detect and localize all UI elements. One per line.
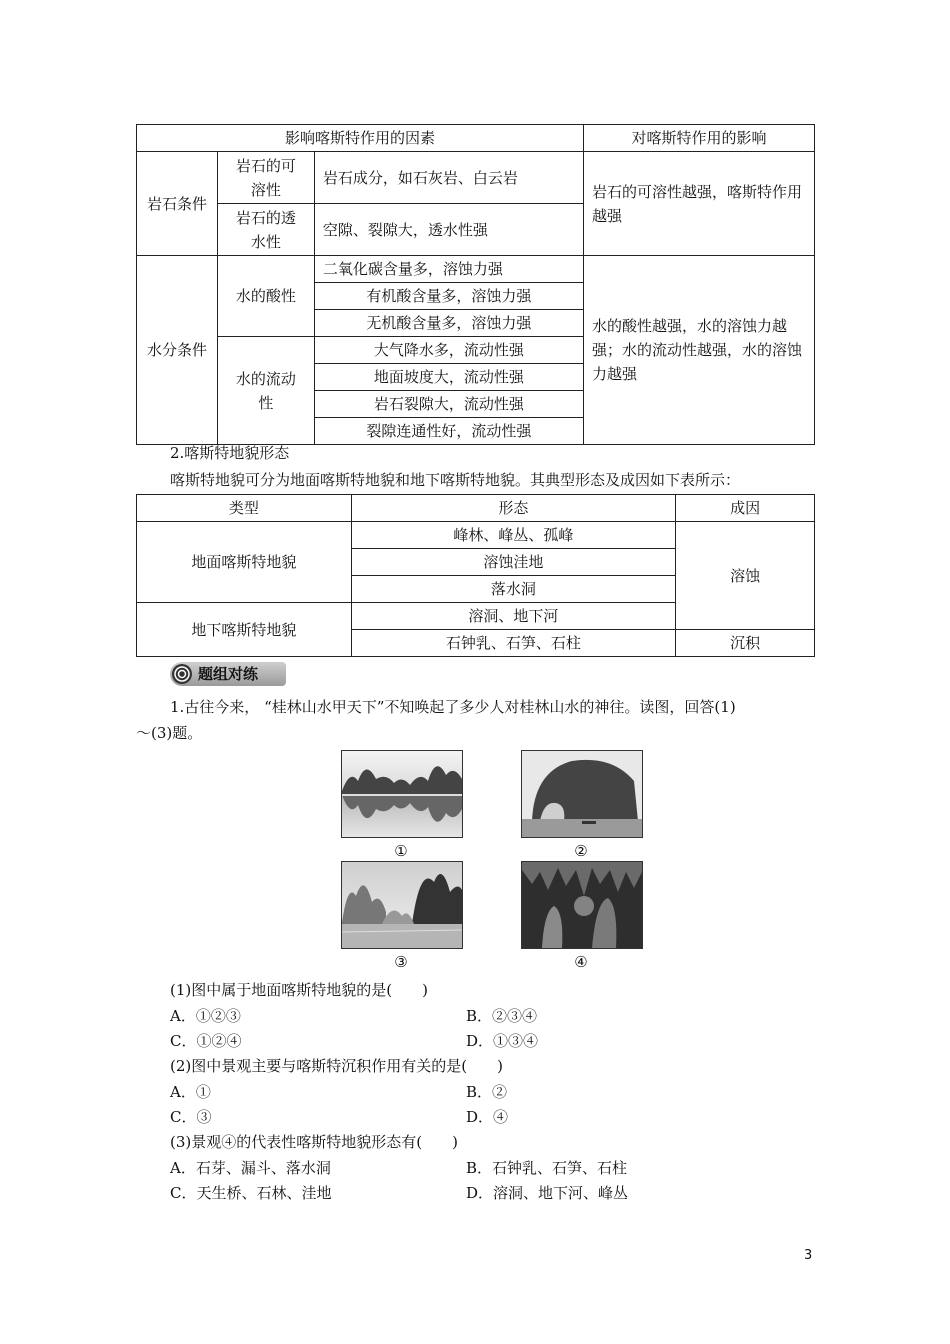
sub3-option-b[interactable]: B．石钟乳、石笋、石柱 [466,1159,628,1177]
flow-detail-2: 地面坡度大，流动性强 [314,364,583,391]
table2-header-cause: 成因 [676,495,815,522]
sub3-option-c[interactable]: C．天生桥、石林、洼地 [170,1184,332,1202]
water-acidity-label: 水的酸性 [217,256,314,337]
water-effect-cell [584,256,815,445]
caption-3: ③ [394,953,408,971]
water-flow-label: 水的流动性 [235,369,296,412]
sub3-option-a[interactable]: A．石芽、漏斗、落水洞 [170,1159,331,1177]
target-icon [171,663,193,685]
sub1-stem: (1)图中属于地面喀斯特地貌的是( ) [170,981,428,999]
surface-form-3: 落水洞 [351,576,676,603]
photo-3-drawing [342,862,462,948]
rock-condition-cell [137,152,218,256]
practice-badge [170,662,286,686]
sub2-stem: (2)图中景观主要与喀斯特沉积作用有关的是( ) [170,1057,503,1075]
section2-intro: 喀斯特地貌可分为地面喀斯特地貌和地下喀斯特地貌。其典型形态及成因如下表所示： [170,471,741,489]
surface-karst-type: 地面喀斯特地貌 [137,522,352,603]
rock-permeability-label: 岩石的透水性 [235,208,296,251]
surface-form-1: 峰林、峰丛、孤峰 [351,522,676,549]
rock-effect-cell [584,152,815,256]
sub2-option-d[interactable]: D．④ [466,1108,509,1126]
rock-effect-text: 岩石的可溶性越强，喀斯特作用越强 [592,182,803,225]
q1-stem-line2: ～(3)题。 [136,724,203,742]
acidity-detail-2: 有机酸含量多，溶蚀力强 [314,283,583,310]
sub1-option-a[interactable]: A．①②③ [170,1007,241,1025]
caption-2: ② [574,842,588,860]
rock-solubility-detail: 岩石成分，如石灰岩、白云岩 [314,152,583,204]
sub2-option-c[interactable]: C．③ [170,1108,212,1126]
water-effect-text: 水的酸性越强，水的溶蚀力越强；水的流动性越强，水的溶蚀力越强 [592,317,803,383]
karst-factors-table [136,124,815,445]
rock-permeability-detail: 空隙、裂隙大，透水性强 [314,204,583,256]
rock-permeability-cell [217,204,314,256]
table1-header-effect: 对喀斯特作用的影响 [584,125,815,152]
underground-karst-type: 地下喀斯特地貌 [137,603,352,657]
rock-solubility-label: 岩石的可溶性 [235,156,296,199]
photo-4-cave [521,861,643,949]
photo-2-drawing [522,751,642,837]
sub3-option-d[interactable]: D．溶洞、地下河、峰丛 [466,1184,629,1202]
rock-condition-label: 岩石条件 [146,194,207,213]
water-condition-label: 水分条件 [146,341,207,359]
caption-1: ① [394,842,408,860]
flow-detail-1: 大气降水多，流动性强 [314,337,583,364]
table2-header-form: 形态 [351,495,676,522]
sub1-option-c[interactable]: C．①②④ [170,1032,242,1050]
rock-solubility-cell [217,152,314,204]
caption-4: ④ [574,953,588,971]
sub1-option-b[interactable]: B．②③④ [466,1007,538,1025]
section2-title: 2.喀斯特地貌形态 [170,444,290,462]
table1-header-factors: 影响喀斯特作用的因素 [137,125,584,152]
photo-1-river-peaks [341,750,463,838]
flow-detail-3: 岩石裂隙大，流动性强 [314,391,583,418]
flow-detail-4: 裂隙连通性好，流动性强 [314,418,583,445]
sub3-stem: (3)景观④的代表性喀斯特地貌形态有( ) [170,1133,458,1151]
cause-erosion: 溶蚀 [676,522,815,630]
water-flow-cell [217,337,314,445]
photo-2-arch-hill [521,750,643,838]
acidity-detail-3: 无机酸含量多，溶蚀力强 [314,310,583,337]
badge-label: 题组对练 [198,665,259,683]
sub2-option-a[interactable]: A．① [170,1083,211,1101]
sub1-option-d[interactable]: D．①③④ [466,1032,539,1050]
photo-4-drawing [522,862,642,948]
acidity-detail-1: 二氧化碳含量多，溶蚀力强 [314,256,583,283]
photo-1-drawing [342,751,462,837]
surface-form-2: 溶蚀洼地 [351,549,676,576]
photo-3-peaks [341,861,463,949]
page-number: 3 [804,1248,813,1263]
water-condition-cell [137,256,218,445]
q1-stem-line1: 1.古往今来， “桂林山水甲天下”不知唤起了多少人对桂林山水的神往。读图，回答(1) [170,698,736,716]
karst-forms-table [136,494,815,657]
sub2-option-b[interactable]: B．② [466,1083,508,1101]
cause-deposit: 沉积 [676,630,815,657]
table2-header-type: 类型 [137,495,352,522]
underground-form-1: 溶洞、地下河 [351,603,676,630]
underground-form-2: 石钟乳、石笋、石柱 [351,630,676,657]
